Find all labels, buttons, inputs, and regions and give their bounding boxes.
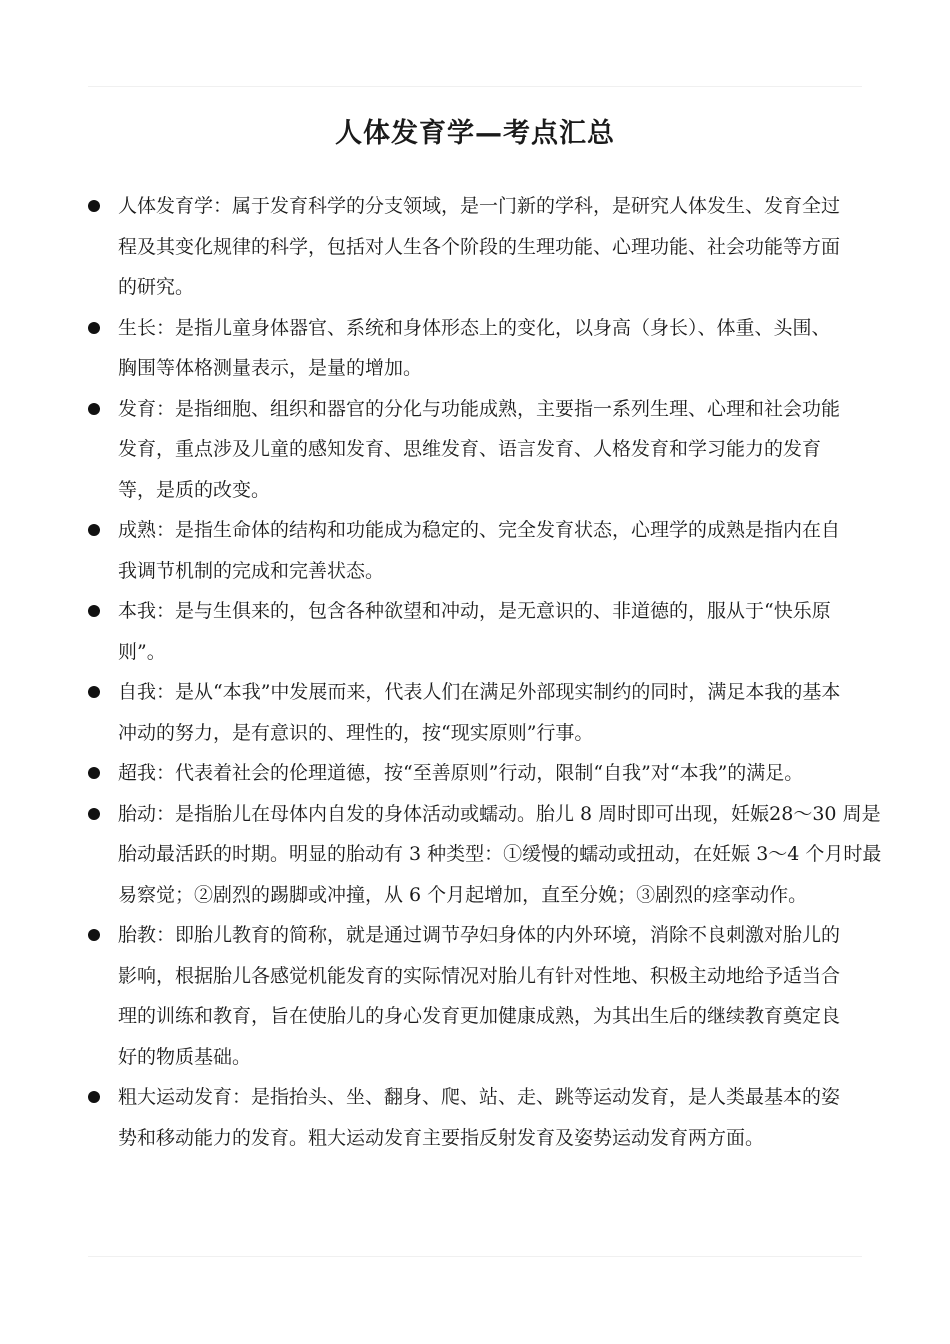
bottom-divider — [88, 1256, 862, 1257]
list-item-text: 胎动：是指胎儿在母体内自发的身体活动或蠕动。胎儿 8 周时即可出现，妊娠28～30 周是胎动最活跃的时期。明显的胎动有 3 种类型：①缓慢的蠕动或扭动，在妊娠 3～4 个月时最易察觉；②剧烈的踢脚或冲撞，从 6 个月起增加，直至分娩；③剧烈的痉挛动作。 — [118, 802, 882, 906]
bullet-icon — [88, 605, 100, 617]
bullet-icon — [88, 808, 100, 820]
list-item-text: 发育：是指细胞、组织和器官的分化与功能成熟，主要指一系列生理、心理和社会功能发育，重点涉及儿童的感知发育、思维发育、语言发育、人格发育和学习能力的发育等，是质的改变。 — [118, 397, 841, 501]
list-item — [0, 672, 848, 753]
list-item — [0, 753, 896, 794]
list-item-text: 胎教：即胎儿教育的简称，就是通过调节孕妇身体的内外环境，消除不良刺激对胎儿的影响，根据胎儿各感觉机能发育的实际情况对胎儿有针对性地、积极主动地给予适当合理的训练和教育，旨在使胎儿的身心发育更加健康成熟，为其出生后的继续教育奠定良好的物质基础。 — [118, 924, 841, 1068]
list-item-text: 生长：是指儿童身体器官、系统和身体形态上的变化，以身高（身长）、体重、头围、胸围等体格测量表示，是量的增加。 — [118, 316, 831, 379]
list-item-text: 超我：代表着社会的伦理道德，按“至善原则”行动，限制“自我”对“本我”的满足。 — [118, 762, 804, 784]
list-item — [0, 591, 848, 672]
list-item-text: 人体发育学：属于发育科学的分支领域，是一门新的学科，是研究人体发生、发育全过程及其变化规律的科学，包括对人生各个阶段的生理功能、心理功能、社会功能等方面的研究。 — [118, 195, 841, 298]
list-item — [0, 510, 848, 591]
list-item — [0, 389, 848, 511]
bullet-icon — [88, 200, 100, 212]
list-item — [0, 1077, 848, 1158]
list-item — [0, 308, 848, 389]
bullet-icon — [88, 1091, 100, 1103]
bullet-icon — [88, 767, 100, 779]
bullet-icon — [88, 929, 100, 941]
list-item-text: 成熟：是指生命体的结构和功能成为稳定的、完全发育状态，心理学的成熟是指内在自我调节机制的完成和完善状态。 — [118, 519, 841, 582]
list-item-text: 粗大运动发育：是指抬头、坐、翻身、爬、站、走、跳等运动发育，是人类最基本的姿势和移动能力的发育。粗大运动发育主要指反射发育及姿势运动发育两方面。 — [118, 1086, 841, 1149]
bullet-icon — [88, 322, 100, 334]
term-list — [0, 186, 950, 1158]
page-title: 人体发育学—考点汇总 — [335, 118, 615, 149]
list-item — [0, 915, 848, 1077]
bullet-icon — [88, 686, 100, 698]
list-item — [0, 794, 896, 916]
list-item-text: 本我：是与生俱来的，包含各种欲望和冲动，是无意识的、非道德的，服从于“快乐原则”。 — [118, 600, 831, 663]
top-divider — [88, 86, 862, 87]
list-item-text: 自我：是从“本我”中发展而来，代表人们在满足外部现实制约的同时，满足本我的基本冲动的努力，是有意识的、理性的，按“现实原则”行事。 — [118, 681, 841, 744]
list-item — [0, 186, 848, 308]
bullet-icon — [88, 403, 100, 415]
bullet-icon — [88, 524, 100, 536]
